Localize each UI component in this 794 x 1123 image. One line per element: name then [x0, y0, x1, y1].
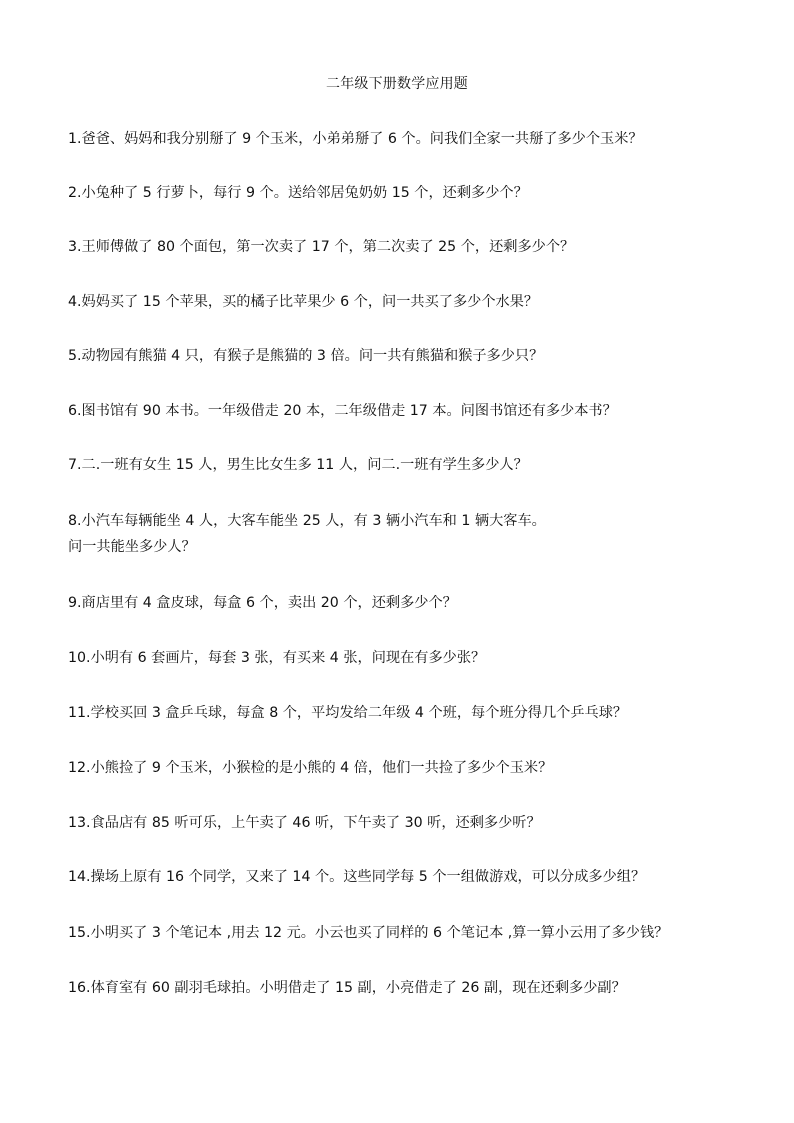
problem-text: 小明有 6 套画片，每套 3 张，有买来 4 张，问现在有多少张？	[90, 650, 486, 666]
problem-text: 学校买回 3 盒乒乓球，每盒 8 个，平均发给二年级 4 个班，每个班分得几个乒乓球？	[90, 705, 628, 721]
problem-text: 爸爸、妈妈和我分别掰了 9 个玉米，小弟弟掰了 6 个。问我们全家一共掰了多少个玉米？	[81, 131, 643, 147]
problem-text: 小汽车每辆能坐 4 人，大客车能坐 25 人，有 3 辆小汽车和 1 辆大客车。	[81, 513, 546, 529]
problem-item	[68, 700, 758, 726]
problem-text: 小兔种了 5 行萝卜，每行 9 个。送给邻居兔奶奶 15 个，还剩多少个？	[81, 185, 528, 201]
problem-item	[68, 452, 758, 478]
problem-text: 商店里有 4 盒皮球，每盒 6 个，卖出 20 个，还剩多少个？	[81, 595, 457, 611]
problem-number: 14.	[68, 869, 91, 885]
problem-item	[68, 975, 758, 1001]
problem-number: 4.	[68, 294, 82, 310]
problem-number: 7.	[68, 457, 82, 473]
problem-text: 小明买了 3 个笔记本 ,用去 12 元。小云也买了同样的 6 个笔记本 ,算一算小云用了多少钱？	[90, 925, 669, 941]
problem-item	[68, 343, 758, 369]
problem-item	[68, 508, 758, 560]
problem-item	[68, 126, 758, 152]
problem-text: 图书馆有 90 本书。一年级借走 20 本，二年级借走 17 本。问图书馆还有多少本书？	[81, 403, 617, 419]
problem-number: 8.	[68, 513, 82, 529]
problem-text: 体育室有 60 副羽毛球拍。小明借走了 15 副，小亮借走了 26 副，现在还剩多少副？	[90, 980, 626, 996]
problem-number: 11.	[68, 705, 91, 721]
problem-number: 15.	[68, 925, 91, 941]
problem-number: 16.	[68, 980, 91, 996]
problem-number: 12.	[68, 760, 91, 776]
problem-item	[68, 289, 758, 315]
problem-text: 王师傅做了 80 个面包，第一次卖了 17 个，第二次卖了 25 个，还剩多少个？	[81, 239, 575, 255]
problem-number: 6.	[68, 403, 82, 419]
problem-text: 妈妈买了 15 个苹果，买的橘子比苹果少 6 个，问一共买了多少个水果？	[81, 294, 539, 310]
problem-item	[68, 645, 758, 671]
problem-text: 操场上原有 16 个同学，又来了 14 个。这些同学每 5 个一组做游戏，可以分成多少组？	[90, 869, 646, 885]
problem-text: 小熊捡了 9 个玉米，小猴检的是小熊的 4 倍，他们一共捡了多少个玉米？	[90, 760, 553, 776]
problem-text: 食品店有 85 听可乐，上午卖了 46 听，下午卖了 30 听，还剩多少听？	[90, 815, 541, 831]
problem-item	[68, 755, 758, 781]
problem-number: 5.	[68, 348, 82, 364]
problem-number: 9.	[68, 595, 82, 611]
problem-item	[68, 590, 758, 616]
problem-number: 13.	[68, 815, 91, 831]
problem-number: 1.	[68, 131, 82, 147]
problem-text: 二.一班有女生 15 人，男生比女生多 11 人，问二.一班有学生多少人？	[81, 457, 528, 473]
problem-item	[68, 234, 758, 260]
problem-number: 3.	[68, 239, 82, 255]
problem-number: 2.	[68, 185, 82, 201]
problem-item	[68, 398, 758, 424]
problem-item	[68, 180, 758, 206]
problem-text: 动物园有熊猫 4 只，有猴子是熊猫的 3 倍。问一共有熊猫和猴子多少只？	[81, 348, 544, 364]
problem-text-continued: 问一共能坐多少人？	[68, 539, 196, 555]
problem-item	[68, 810, 758, 836]
document-title: 二年级下册数学应用题	[326, 76, 468, 92]
problem-item	[68, 864, 758, 890]
problem-item	[68, 920, 758, 946]
problem-line	[68, 508, 758, 534]
problem-number: 10.	[68, 650, 91, 666]
